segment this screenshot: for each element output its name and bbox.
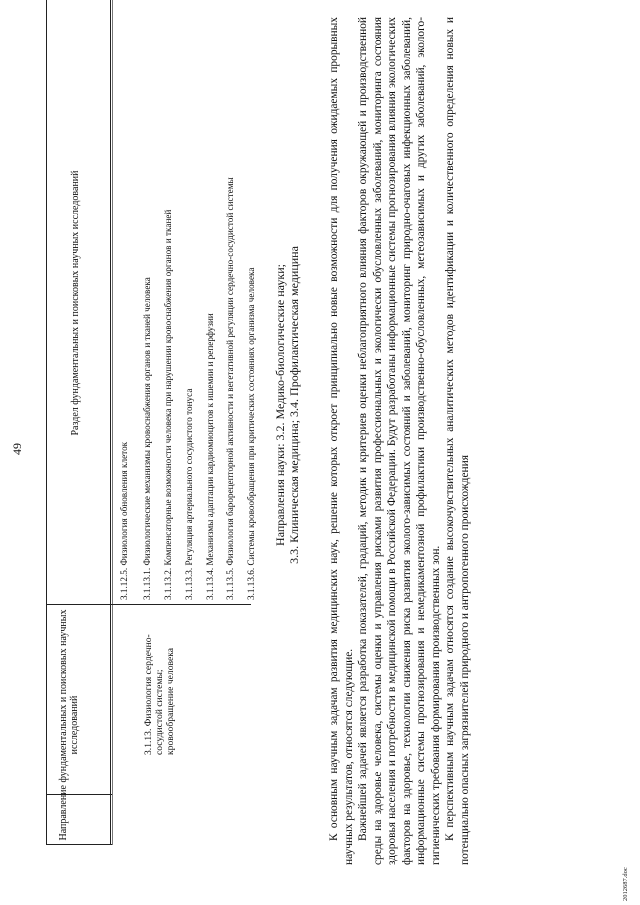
page-number: 49 bbox=[10, 443, 24, 455]
table-item: 3.1.13.2. Компенсаторные возможности человека при нарушении кровоснабжения органов и тканей bbox=[163, 209, 173, 600]
footer-filename: 2012687.doc bbox=[622, 867, 629, 901]
section-heading-line: Направления науки: 3.2. Медико-биологические науки; bbox=[273, 264, 287, 546]
paragraph: К перспективным научным задачам относятся создание высокочувствительных аналитических методов идентификации и количественного определения новых и потенциально опасных загрязнителей природного и антропогенного происхождения bbox=[444, 17, 471, 865]
section-heading-line: 3.3. Клиническая медицина; 3.4. Профилактическая медицина bbox=[287, 246, 301, 564]
table-bottom-shadow bbox=[112, 0, 113, 845]
table-item: 3.1.13.5. Физиология барорецепторной активности и вегетативной регуляции сердечно-сосудистой системы bbox=[225, 177, 235, 600]
table-header-section: Раздел фундаментальных и поисковых научных исследований bbox=[70, 170, 81, 436]
paragraph: Важнейшей задачей является разработка показателей, градаций, методик и критериев оценки неблагоприятного влияния факторов окружающей и производственной среды на здоровье человека, системы оценки и управления рисками развития профессиональных и экологически обусловленных заболеваний, мониторинга состояния здоровья населения и потребности в медицинской помощи в Российской Федерации. Будут разработаны информационные системы прогнозирования влияния экологических факторов на здоровье, технологии снижения риска развития эколого-зависимых состояний и заболеваний, мониторинг природно-очаговых инфекционных заболеваний, информационные системы прогнозирования и немедикаментозной профилактики производственно-обусловленных, метеозависимых и других заболеваний, эколого-гигиенических требования формирования производственных зон. bbox=[357, 17, 442, 865]
table-item: 3.1.12.5. Физиология обновления клеток bbox=[119, 441, 129, 600]
table-item: 3.1.13.1. Физиологические механизмы кровоснабжения органов и тканей человека bbox=[142, 277, 152, 600]
table-left-border bbox=[46, 844, 112, 845]
table-item: 3.1.13.6. Системы кровообращения при критических состояниях организма человека bbox=[246, 267, 256, 600]
section-heading bbox=[273, 105, 301, 705]
body-text bbox=[327, 17, 472, 865]
paragraph: К основным научным задачам развития медицинских наук, решение которых откроет принципиально новые возможности для получения ожидаемых прорывных научных результатов, относятся следующие. bbox=[328, 17, 355, 865]
table-column-divider bbox=[46, 604, 251, 605]
table-item: 3.1.13.4. Механизмы адаптации кардиомиоцитов к ишемии и реперфузии bbox=[205, 313, 215, 600]
table-item: 3.1.13.3. Регуляция артериального сосудистого тонуса bbox=[184, 388, 194, 600]
table-header-direction: Направление фундаментальных и поисковых научных исследований bbox=[58, 609, 80, 841]
table-top-border bbox=[46, 0, 47, 845]
table-row-direction: 3.1.13. Физиология сердечно-сосудистой системы; кровообращение человека bbox=[143, 634, 176, 755]
table-bottom-border bbox=[110, 0, 111, 845]
